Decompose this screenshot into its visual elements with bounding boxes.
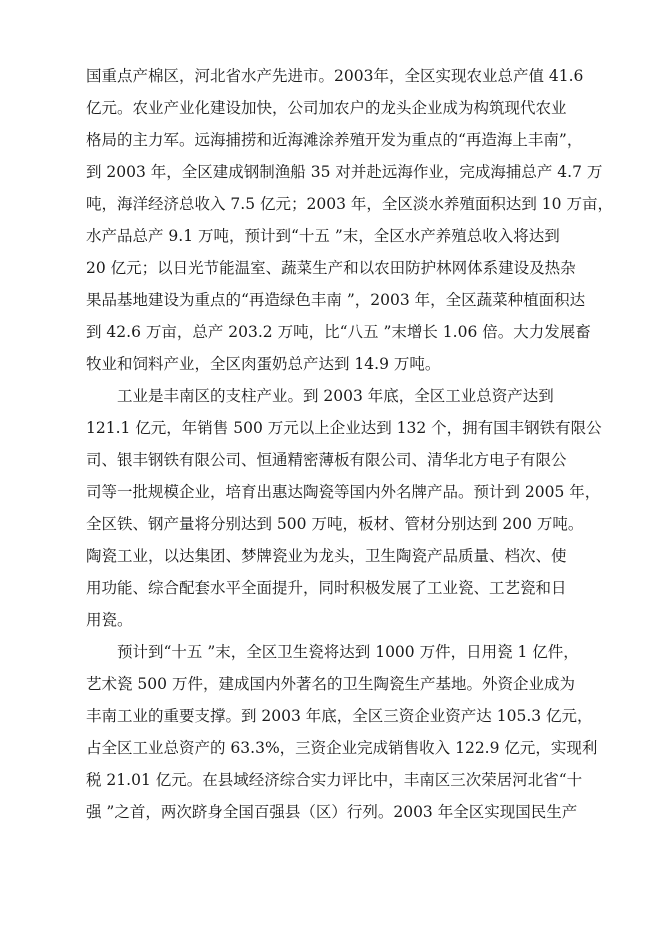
text-line: 税 21.01 亿元。在县域经济综合实力评比中，丰南区三次荣居河北省“十	[86, 771, 583, 789]
text-line: 20 亿元；以日光节能温室、蔬菜生产和以农田防护林网体系建设及热杂	[86, 259, 576, 277]
text-line: 强 ”之首，两次跻身全国百强县（区）行列。2003 年全区实现国民生产	[86, 803, 578, 821]
text-line: 工业是丰南区的支柱产业。到 2003 年底，全区工业总资产达到	[117, 387, 554, 405]
text-line: 用功能、综合配套水平全面提升，同时积极发展了工业瓷、工艺瓷和日	[86, 579, 567, 597]
text-line: 到 42.6 万亩，总产 203.2 万吨，比“八五 ”末增长 1.06 倍。大力发展畜	[86, 323, 591, 341]
text-line: 艺术瓷 500 万件，建成国内外著名的卫生陶瓷生产基地。外资企业成为	[86, 675, 575, 693]
text-line: 预计到“十五 ”末，全区卫生瓷将达到 1000 万件，日用瓷 1 亿件，	[117, 643, 579, 661]
text-line: 水产品总产 9.1 万吨，预计到“十五 ”末，全区水产养殖总收入将达到	[86, 227, 560, 245]
paragraph-agriculture	[86, 60, 613, 380]
text-line: 121.1 亿元，年销售 500 万元以上企业达到 132 个，拥有国丰钢铁有限公	[86, 419, 602, 437]
paragraph-ceramics-foreign	[86, 636, 598, 828]
text-line: 牧业和饲料产业，全区肉蛋奶总产达到 14.9 万吨。	[86, 355, 441, 373]
paragraph-industry	[86, 380, 602, 636]
text-line: 亿元。农业产业化建设加快，公司加农户的龙头企业成为构筑现代农业	[86, 99, 567, 117]
text-line: 用瓷。	[86, 611, 133, 629]
text-line: 陶瓷工业，以达集团、梦牌瓷业为龙头，卫生陶瓷产品质量、档次、使	[86, 547, 567, 565]
text-line: 司、银丰钢铁有限公司、恒通精密薄板有限公司、清华北方电子有限公	[86, 451, 567, 469]
text-line: 占全区工业总资产的 63.3%，三资企业完成销售收入 122.9 亿元，实现利	[86, 739, 598, 757]
text-line: 果品基地建设为重点的“再造绿色丰南 ”，2003 年，全区蔬菜种植面积达	[86, 291, 586, 309]
text-line: 国重点产棉区，河北省水产先进市。2003年，全区实现农业总产值 41.6	[86, 67, 584, 85]
document-body	[86, 60, 613, 828]
text-line: 丰南工业的重要支撑。到 2003 年底，全区三资企业资产达 105.3 亿元，	[86, 707, 593, 725]
text-line: 到 2003 年，全区建成钢制渔船 35 对并赴远海作业，完成海捕总产 4.7 万	[86, 163, 603, 181]
text-line: 格局的主力军。远海捕捞和近海滩涂养殖开发为重点的“再造海上丰南”，	[86, 131, 583, 149]
text-line: 吨，海洋经济总收入 7.5 亿元；2003 年，全区淡水养殖面积达到 10 万亩，	[86, 195, 613, 213]
text-line: 司等一批规模企业，培育出惠达陶瓷等国内外名牌产品。预计到 2005 年，	[86, 483, 601, 501]
text-line: 全区铁、钢产量将分别达到 500 万吨，板材、管材分别达到 200 万吨。	[86, 515, 584, 533]
